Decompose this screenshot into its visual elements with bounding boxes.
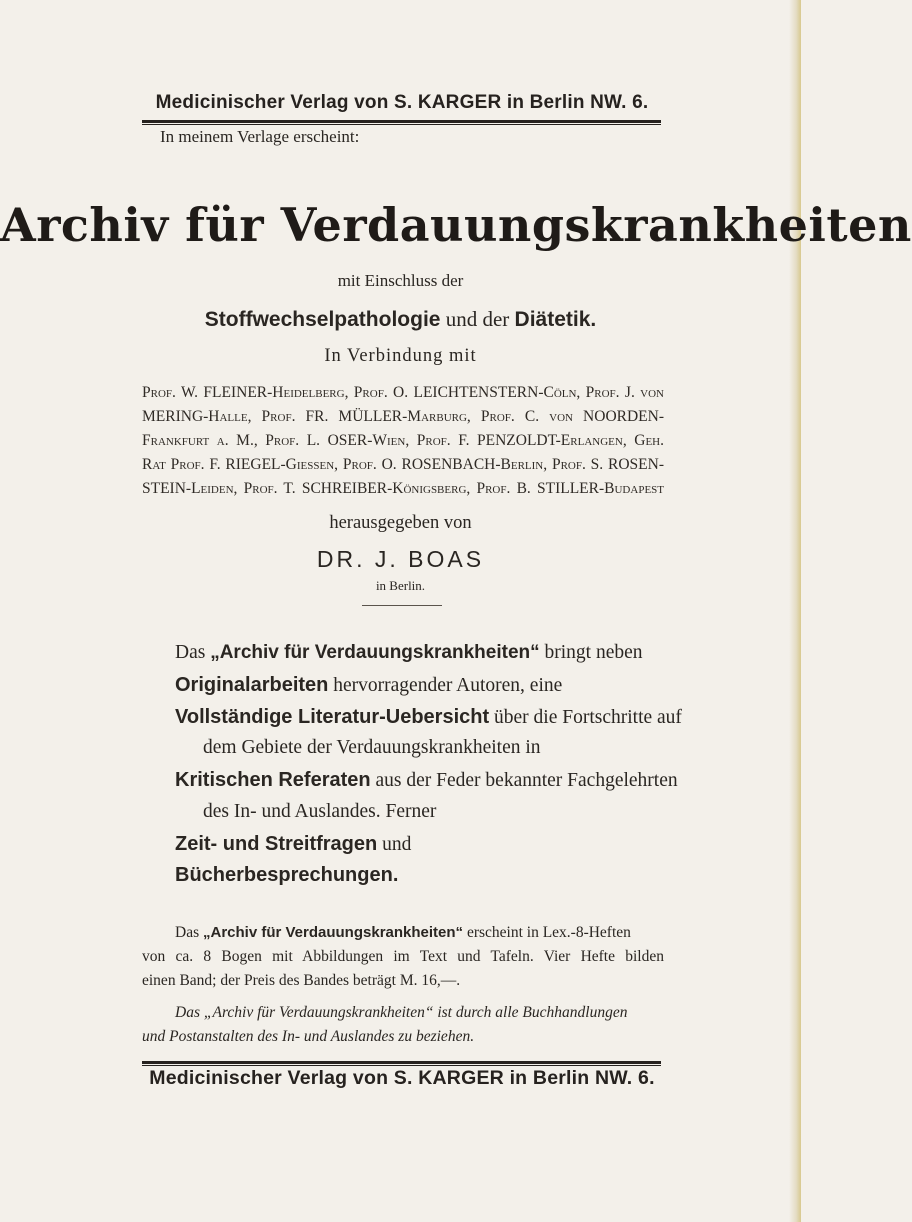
desc-line-2: Originalarbeiten hervorragender Autoren, eine [175,674,563,696]
divider [362,605,442,606]
desc-line-1: Das „Archiv für Verdauungskrankheiten“ bringt neben [175,642,643,663]
details-line-4: Das „Archiv für Verdauungskrankheiten“ ist durch alle Buchhandlungen [175,1004,628,1021]
editor-label: herausgegeben von [329,513,472,533]
contributors-block [142,381,664,501]
subtitle-prefix: mit Einschluss der [337,271,464,290]
footer-publisher: Medicinischer Verlag von S. KARGER in Berlin NW. 6. [149,1067,655,1089]
subtitle-und: und der [445,307,510,331]
details-line-2: von ca. 8 Bogen mit Abbildungen im Text und Tafeln. Vier Hefte bilden [142,948,664,965]
desc-line-6: des In- und Auslandes. Ferner [203,801,437,822]
details-line-3: einen Band; der Preis des Bandes beträgt M. 16,—. [142,972,461,989]
desc-line-5: Kritischen Referaten aus der Feder bekannter Fachgelehrten [175,769,678,791]
details-line-5: und Postanstalten des In- und Auslandes zu beziehen. [142,1028,475,1045]
desc-line-3: Vollständige Literatur-Uebersicht über die Fortschritte auf [175,706,682,728]
footer-rule-thick [142,1061,661,1064]
intro-text: In meinem Verlage erscheint: [160,127,360,146]
contributor-line: Frankfurt a. M., Prof. L. OSER-Wien, Prof. F. PENZOLDT-Erlangen, Geh. [142,432,664,449]
subtitle-line [0,307,801,332]
page-edge [789,0,801,1222]
subtitle-term1: Stoffwechselpathologie [204,308,441,331]
editor-city: in Berlin. [375,578,426,593]
desc-line-4: dem Gebiete der Verdauungskrankheiten in [203,737,541,758]
details-line-1: Das „Archiv für Verdauungskrankheiten“ erscheint in Lex.-8-Heften [175,924,631,941]
contributor-line: Prof. W. FLEINER-Heidelberg, Prof. O. LEICHTENSTERN-Cöln, Prof. J. von [142,384,664,401]
contributor-line: STEIN-Leiden, Prof. T. SCHREIBER-Königsberg, Prof. B. STILLER-Budapest [142,480,664,497]
header-rule-thick [142,120,661,123]
editor-name: DR. J. BOAS [316,546,485,572]
header-publisher: Medicinischer Verlag von S. KARGER in Berlin NW. 6. [155,92,649,113]
desc-line-7: Zeit- und Streitfragen und [175,833,412,855]
header-rule-thin [142,124,661,125]
journal-title: Archiv für Verdauungskrankheiten [0,198,912,252]
desc-line-8: Bücherbesprechungen. [175,864,399,886]
association-text: In Verbindung mit [324,346,477,366]
contributor-line: Rat Prof. F. RIEGEL-Giessen, Prof. O. ROSENBACH-Berlin, Prof. S. ROSEN- [142,456,664,473]
footer-rule-thin [142,1065,661,1066]
contributor-line: MERING-Halle, Prof. FR. MÜLLER-Marburg, Prof. C. von NOORDEN- [142,408,664,425]
subtitle-term2: Diätetik. [514,308,597,331]
